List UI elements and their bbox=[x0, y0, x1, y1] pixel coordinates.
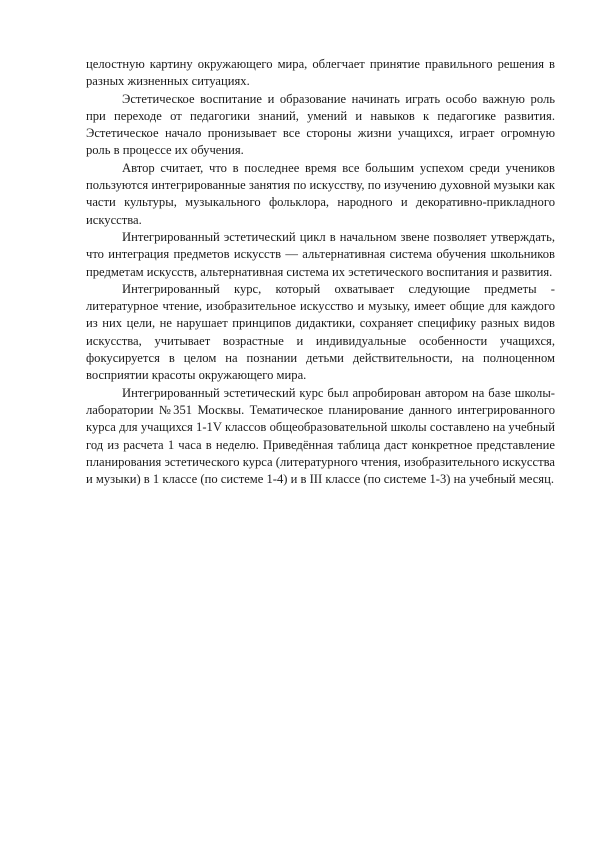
paragraph-integrated-cycle: Интегрированный эстетический цикл в начальном звене позволяет утверждать, что интеграция предметов искусств — альтернативная система обучения школьников предметам искусств, альтернативная система их эстетического воспитания и развития. bbox=[86, 229, 555, 279]
paragraph-author-opinion: Автор считает, что в последнее время все большим успехом среди учеников пользуются интегрированные занятия по искусству, по изучению духовной музыки как части культуры, музыкального фольклора, народного и декоративно-прикладного искусства. bbox=[86, 160, 555, 227]
paragraph-course-approbation: Интегрированный эстетический курс был апробирован автором на базе школы-лаборатории №351 Москвы. Тематическое планирование данного интегрированного курса для учащихся 1-1V классов общеобразовательной школы составлено на учебный год из расчета 1 часа в неделю. Приведённая таблица даст конкретное представление планирования эстетического курса (литературного чтения, изобразительного искусства и музыки) в 1 классе (по системе 1-4) и в III классе (по системе 1-3) на учебный месяц. bbox=[86, 385, 555, 487]
paragraph-continuation: целостную картину окружающего мира, облегчает принятие правильного решения в разных жизненных ситуациях. bbox=[86, 57, 555, 89]
paragraph-aesthetic-education: Эстетическое воспитание и образование начинать играть особо важную роль при переходе от педагогики знаний, умений и навыков к педагогике развития. Эстетическое начало пронизывает все стороны жизни учащихся, играет огромную роль в процессе их обучения. bbox=[86, 91, 555, 158]
paragraph-integrated-course: Интегрированный курс, который охватывает следующие предметы - литературное чтение, изобразительное искусство и музыку, имеет общие для каждого из них цели, не нарушает принципов дидактики, сохраняет специфику разных видов искусства, учитывает возрастные и индивидуальные особенности учащихся, фокусируется в целом на познании детьми действительности, на полноценном восприятии красоты окружающего мира. bbox=[86, 281, 555, 383]
document-body bbox=[86, 56, 555, 488]
